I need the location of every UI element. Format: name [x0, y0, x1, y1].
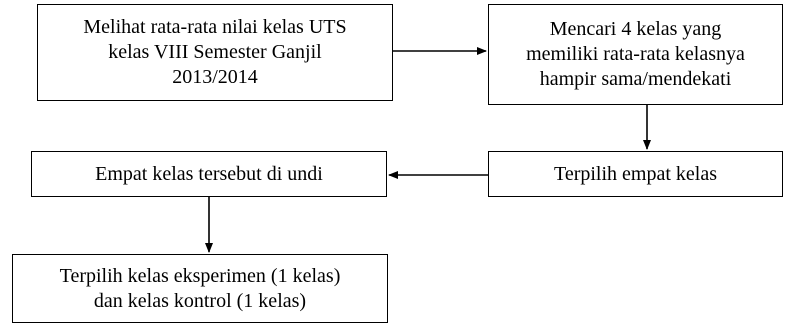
step-2-line-3: hampir sama/mendekati: [539, 68, 732, 90]
step-4-line-1: Empat kelas tersebut di undi: [95, 162, 323, 185]
step-1-box: [37, 4, 393, 101]
step-3-box: [488, 151, 783, 197]
step-4-text: [95, 162, 323, 187]
step-1-line-1: Melihat rata-rata nilai kelas UTS: [83, 16, 347, 38]
step-3-text: [554, 162, 717, 187]
step-5-line-1: Terpilih kelas eksperimen (1 kelas): [59, 264, 341, 287]
step-3-line-1: Terpilih empat kelas: [554, 162, 717, 185]
step-2-line-2: memiliki rata-rata kelasnya: [526, 43, 745, 65]
step-2-box: [488, 4, 783, 105]
step-4-box: [31, 151, 387, 197]
step-1-line-2: kelas VIII Semester Ganjil: [108, 41, 322, 63]
step-5-box: [12, 254, 388, 323]
step-2-line-1: Mencari 4 kelas yang: [549, 18, 722, 40]
step-1-text: [83, 15, 346, 90]
step-5-line-2: dan kelas kontrol (1 kelas): [93, 289, 307, 312]
step-1-line-3: 2013/2014: [172, 66, 258, 88]
step-5-text: [60, 264, 341, 314]
step-2-text: [526, 17, 745, 92]
